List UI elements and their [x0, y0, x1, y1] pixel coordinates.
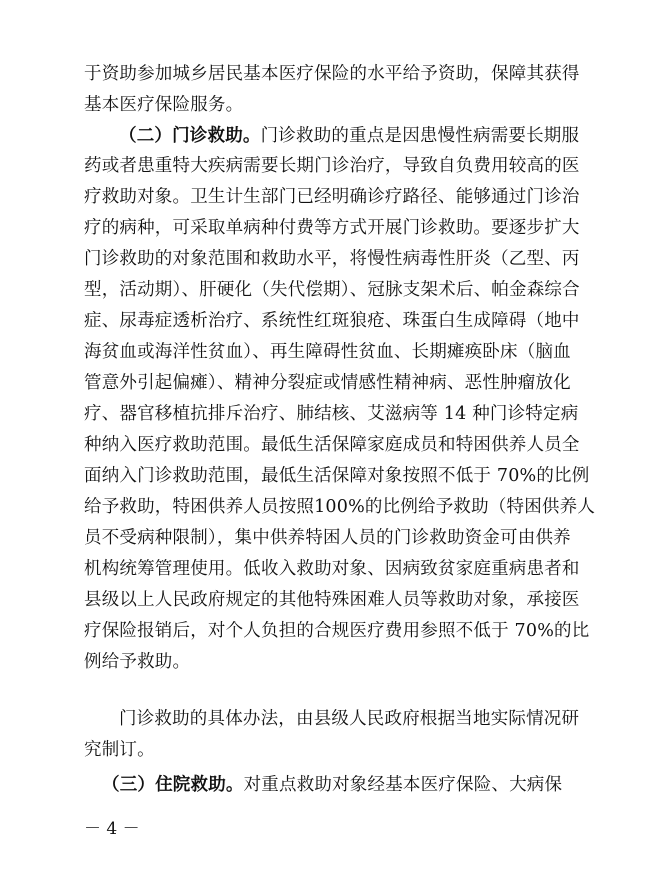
- body-line-9: 症、尿毒症透析治疗、系统性红斑狼疮、珠蛋白生成障碍（地中: [84, 311, 580, 331]
- body-line-5: 疗救助对象。卫生计生部门已经明确诊疗路径、能够通过门诊治: [84, 187, 580, 207]
- body-line-6: 疗的病种，可采取单病种付费等方式开展门诊救助。要逐步扩大: [84, 218, 580, 238]
- body-line-10: 海贫血或海洋性贫血）、再生障碍性贫血、长期瘫痪卧床（脑血: [84, 342, 571, 362]
- body-line-3: （二）门诊救助。门诊救助的重点是因患慢性病需要长期服: [119, 126, 580, 146]
- body-line-8: 型，活动期）、肝硬化（失代偿期）、冠脉支架术后、帕金森综合: [84, 280, 580, 300]
- body-line-15: 给予救助，特困供养人员按照100%的比例给予救助（特困供养人: [84, 497, 596, 517]
- body-line-13: 种纳入医疗救助范围。最低生活保障家庭成员和特困供养人员全: [84, 435, 580, 455]
- section-heading-outpatient: （二）门诊救助。: [119, 126, 261, 146]
- body-line-23: （三）住院救助。对重点救助对象经基本医疗保险、大病保: [102, 775, 563, 795]
- body-line-22: 究制订。: [84, 740, 155, 760]
- body-line-21: 门诊救助的具体办法，由县级人民政府根据当地实际情况研: [119, 709, 580, 729]
- body-line-1: 于资助参加城乡居民基本医疗保险的水平给予资助，保障其获得: [84, 64, 580, 84]
- body-line-20: 例给予救助。: [84, 652, 191, 672]
- page-number: － 4 －: [84, 819, 140, 839]
- body-line-11: 管意外引起偏瘫）、精神分裂症或情感性精神病、恶性肿瘤放化: [84, 373, 571, 393]
- body-line-12: 疗、器官移植抗排斥治疗、肺结核、艾滋病等 14 种门诊特定病: [84, 404, 579, 424]
- body-line-4: 药或者患重特大疾病需要长期门诊治疗，导致自负费用较高的医: [84, 156, 580, 176]
- body-line-19: 疗保险报销后，对个人负担的合规医疗费用参照不低于 70%的比: [84, 621, 590, 641]
- body-line-16: 员不受病种限制），集中供养特困人员的门诊救助资金可由供养: [84, 528, 571, 548]
- body-line-17: 机构统筹管理使用。低收入救助对象、因病致贫家庭重病患者和: [84, 559, 580, 579]
- body-line-14: 面纳入门诊救助范围，最低生活保障对象按照不低于 70%的比例: [84, 466, 590, 486]
- body-line-2: 基本医疗保险服务。: [84, 95, 244, 115]
- body-line-18: 县级以上人民政府规定的其他特殊困难人员等救助对象，承接医: [84, 590, 580, 610]
- body-line-7: 门诊救助的对象范围和救助水平，将慢性病毒性肝炎（乙型、丙: [84, 249, 580, 269]
- section-heading-inpatient: （三）住院救助。: [102, 775, 244, 795]
